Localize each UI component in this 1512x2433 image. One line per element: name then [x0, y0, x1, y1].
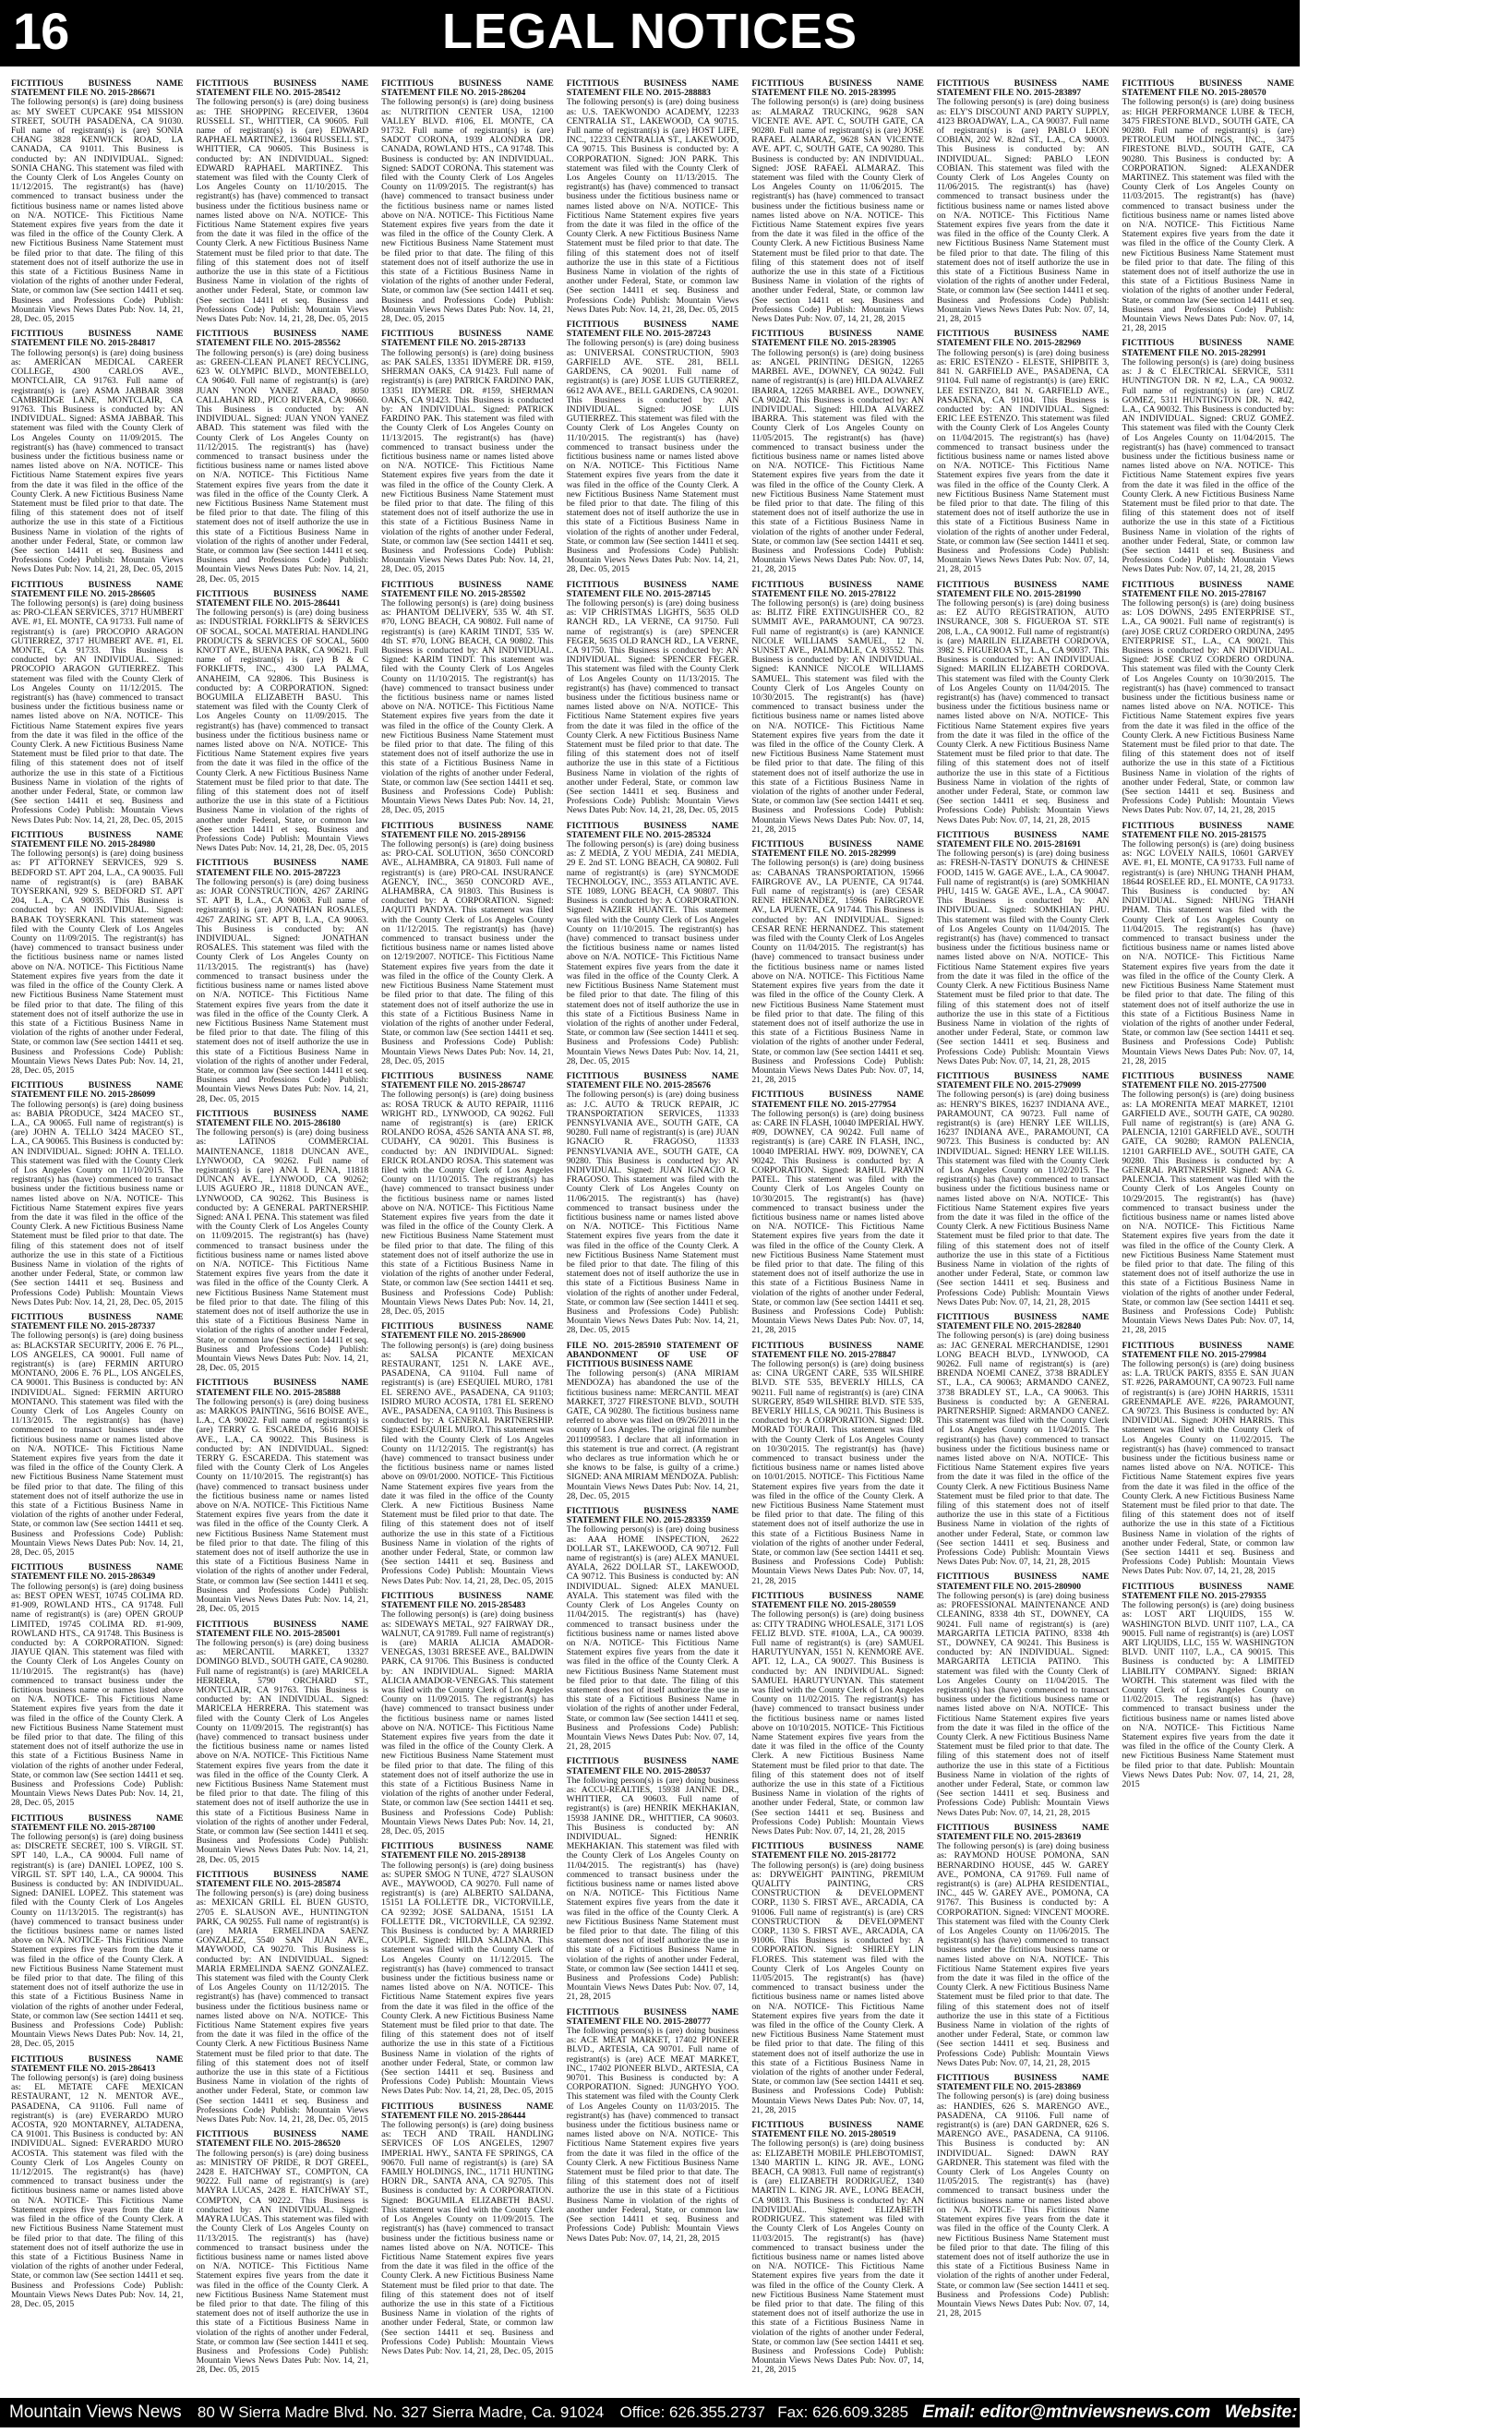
notice-heading: FICTITIOUS BUSINESS NAME STATEMENT FILE NO. 2015-277500 — [1122, 1070, 1295, 1091]
legal-notice — [11, 2055, 184, 2309]
notice-heading: FICTITIOUS BUSINESS NAME STATEMENT FILE NO. 2015-285324 — [566, 820, 739, 840]
legal-notice — [567, 1072, 739, 1336]
notice-heading: FICTITIOUS BUSINESS NAME STATEMENT FILE NO. 2015-287243 — [566, 319, 739, 340]
notice-body: The following person(s) is (are) doing business as: CARE IN FLASH, 10040 IMPERIAL HWY. #09, DOWNEY, CA 90242. Full name of registrant(s) is (are) CARE IN FLASH, INC., 10040 IMPERIAL HWY. #09, DOWNEY, CA 90242. This Business is conducted by: A CORPORATION. Signed: RAHUL PRAVIN PATEL. This statement was filed with the County Clerk of Los Angeles County on 10/30/2015. The registrant(s) has (have) commenced to transact business under the fictitious business name or names listed above on N/A. NOTICE- This Fictitious Name Statement expires five years from the date it was filed in the office of the County Clerk. A new Fictitious Business Name Statement must be filed prior to that date. The filing of this statement does not of itself authorize the use in this state of a Fictitious Business Name in violation of the rights of another under Federal, State, or common law (See section 14411 et seq. Business and Professions Code) Publish: Mountain Views News Dates Pub: Nov. 07, 14, 21, 28, 2015 — [751, 1108, 924, 1336]
legal-notice — [197, 1620, 369, 1865]
notice-body: The following person(s) is (are) doing business as: GREEN-CLEAN PLANET RECYCLING, 623 W. OLYMPIC BLVD., MONTEBELLO, CA 90640. Full name of registrant(s) is (are) JUAN YNON YANEZ ABAD, 8050 CALLAHAN RD., PICO RIVERA, CA 90660. This Business is conducted by: AN INDIVIDUAL. Signed: JUAN YNON YANEZ ABAD. This statement was filed with the County Clerk of Los Angeles County on 11/12/2015. The registrant(s) has (have) commenced to transact business under the fictitious business name or names listed above on N/A. NOTICE- This Fictitious Name Statement expires five years from the date it was filed in the office of the County Clerk. A new Fictitious Business Name Statement must be filed prior to that date. The filing of this statement does not of itself authorize the use in this state of a Fictitious Business Name in violation of the rights of another under Federal, State, or common law (See section 14411 et seq. Business and Professions Code) Publish: Mountain Views News Dates Pub: Nov. 14, 21, 28, Dec. 05, 2015 — [196, 347, 369, 584]
notice-heading: FICTITIOUS BUSINESS NAME STATEMENT FILE NO. 2015-279099 — [936, 1070, 1110, 1091]
notice-heading: FICTITIOUS BUSINESS NAME STATEMENT FILE NO. 2015-280519 — [751, 2120, 924, 2140]
notice-body: The following person(s) is (are) doing business as: RAYMOND HOUSE POMONA, SAN BERNARDINO HOUSE, 445 W. GAREY AVE., POMONA, CA 91769. Full name of registrant(s) is (are) ALPHA RESIDENTIAL, INC., 445 W. GAREY AVE., POMONA, CA 91767. This Business is conducted by: A CORPORATION. Signed: VINCENT MOORE. This statement was filed with the County Clerk of Los Angeles County on 11/06/2015. The registrant(s) has (have) commenced to transact business under the fictitious business name or names listed above on N/A. NOTICE- This Fictitious Name Statement expires five years from the date it was filed in the office of the County Clerk. A new Fictitious Business Name Statement must be filed prior to that date. The filing of this statement does not of itself authorize the use in this state of a Fictitious Business Name in violation of the rights of another under Federal, State, or common law (See section 14411 et seq. Business and Professions Code) Publish: Mountain Views News Dates Pub: Nov. 07, 14, 21, 28, 2015 — [936, 1841, 1110, 2068]
footer-address: 80 W Sierra Madre Blvd. No. 327 Sierra Madre, Ca. 91024 — [197, 2403, 605, 2421]
notice-heading: FICTITIOUS BUSINESS NAME STATEMENT FILE NO. 2015-286520 — [196, 2129, 369, 2150]
notice-heading: FICTITIOUS BUSINESS NAME STATEMENT FILE NO. 2015-278167 — [1122, 579, 1295, 599]
legal-notice — [1122, 822, 1294, 1066]
notice-heading: FICTITIOUS BUSINESS NAME STATEMENT FILE NO. 2015-285412 — [196, 78, 369, 99]
notice-column — [567, 79, 739, 2388]
legal-notice — [197, 590, 369, 854]
notice-body: The following person(s) is (are) doing business as: PRO-CLEAN SERVICES, 3717 HUMBERT AVE. #1, EL MONTE, CA 91733. Full name of registrant(s) is (are) PROCOPIO ARAGON GUTIERREZ, 3717 HUMBERT AVE. #1, EL MONTE, CA 91733. This Business is conducted by: AN INDIVIDUAL. Signed: PROCOPIO ARAGON GUTIERREZ. This statement was filed with the County Clerk of Los Angeles County on 11/12/2015. The registrant(s) has (have) commenced to transact business under the fictitious business name or names listed above on N/A. NOTICE- This Fictitious Name Statement expires five years from the date it was filed in the office of the County Clerk. A new Fictitious Business Name Statement must be filed prior to that date. The filing of this statement does not of itself authorize the use in this state of a Fictitious Business Name in violation of the rights of another under Federal, State, or common law (See section 14411 et seq. Business and Professions Code) Publish: Mountain Views News Dates Pub: Nov. 14, 21, 28, Dec. 05, 2015 — [11, 597, 184, 825]
notice-body: The following person(s) is (are) doing business as: VIP CHRISTMAS LIGHTS, 5635 OLD RANCH RD., LA VERNE, CA 91750. Full name of registrant(s) is (are) SPENCER FEGER, 5635 OLD RANCH RD., LA VERNE, CA 91750. This Business is conducted by: AN INDIVIDUAL. Signed: SPENCER FEGER. This statement was filed with the County Clerk of Los Angeles County on 11/13/2015. The registrant(s) has (have) commenced to transact business under the fictitious business name or names listed above on N/A. NOTICE- This Fictitious Name Statement expires five years from the date it was filed in the office of the County Clerk. A new Fictitious Business Name Statement must be filed prior to that date. The filing of this statement does not of itself authorize the use in this state of a Fictitious Business Name in violation of the rights of another under Federal, State, or common law (See section 14411 et seq. Business and Professions Code) Publish: Mountain Views News Dates Pub: Nov. 14, 21, 28, Dec. 05, 2015 — [566, 597, 739, 816]
notice-column — [1122, 79, 1294, 2388]
notice-heading: FICTITIOUS BUSINESS NAME STATEMENT FILE NO. 2015-287100 — [11, 1813, 184, 1833]
notice-heading: FICTITIOUS BUSINESS NAME STATEMENT FILE NO. 2015-287133 — [381, 329, 554, 349]
notice-body: The following person(s) is (are) doing business as: PT ATTORNEY SERVICES, 929 S. BEDFORD ST. APT 204, L.A., CA 90035. Full name of registrant(s) is (are) BABAK TOYSERKANI, 929 S. BEDFORD ST. APT 204, L.A., CA 90035. This Business is conducted by: AN INDIVIDUAL. Signed: BABAK TOYSERKANI. This statement was filed with the County Clerk of Los Angeles County on 11/09/2015. The registrant(s) has (have) commenced to transact business under the fictitious business name or names listed above on N/A. NOTICE- This Fictitious Name Statement expires five years from the date it was filed in the office of the County Clerk. A new Fictitious Business Name Statement must be filed prior to that date. The filing of this statement does not of itself authorize the use in this state of a Fictitious Business Name in violation of the rights of another under Federal, State, or common law (See section 14411 et seq. Business and Professions Code) Publish: Mountain Views News Dates Pub: Nov. 14, 21, 28, Dec. 05, 2015 — [11, 849, 184, 1076]
legal-notice — [937, 330, 1110, 574]
page-header — [0, 0, 1300, 66]
notice-body: The following person(s) is (are) doing business as: HENRY'S BIKES, 16237 INDIANA AVE., PARAMOUNT, CA 90723. Full name of registrant(s) is (are) HENRY LEE WILLIS, 16237 INDIANA AVE., PARAMOUNT, CA 90723. This Business is conducted by: AN INDIVIDUAL. Signed: HENRY LEE WILLIS. This statement was filed with the County Clerk of Los Angeles County on 11/02/2015. The registrant(s) has (have) commenced to transact business under the fictitious business name or names listed above on N/A. NOTICE- This Fictitious Name Statement expires five years from the date it was filed in the office of the County Clerk. A new Fictitious Business Name Statement must be filed prior to that date. The filing of this statement does not of itself authorize the use in this state of a Fictitious Business Name in violation of the rights of another under Federal, State, or common law (See section 14411 et seq. Business and Professions Code) Publish: Mountain Views News Dates Pub: Nov. 07, 14, 21, 28, 2015 — [936, 1090, 1110, 1307]
legal-notice — [751, 1342, 924, 1586]
notice-column — [751, 79, 924, 2388]
notice-heading: FICTITIOUS BUSINESS NAME STATEMENT FILE NO. 2015-278847 — [751, 1340, 924, 1360]
notice-heading: FICTITIOUS BUSINESS NAME STATEMENT FILE NO. 2015-286099 — [11, 1080, 184, 1101]
legal-notice — [751, 2121, 924, 2375]
legal-notice — [937, 1824, 1110, 2068]
notice-heading: FICTITIOUS BUSINESS NAME STATEMENT FILE NO. 2015-280777 — [566, 2006, 739, 2027]
notice-heading: FICTITIOUS BUSINESS NAME STATEMENT FILE NO. 2015-281990 — [936, 579, 1110, 599]
legal-notice — [937, 581, 1110, 825]
notice-body: The following person(s) is (are) doing business as: MARKOS PAINTING, 5616 BOISE AVE., L.A., CA 90022. Full name of registrant(s) is (are) TERRY G. ESCAREDA, 5616 BOISE AVE., L.A., CA 90022. This Business is conducted by: AN INDIVIDUAL. Signed: TERRY G. ESCAREDA. This statement was filed with the County Clerk of Los Angeles County on 11/10/2015. The registrant(s) has (have) commenced to transact business under the fictitious business name or names listed above on N/A. NOTICE- This Fictitious Name Statement expires five years from the date it was filed in the office of the County Clerk. A new Fictitious Business Name Statement must be filed prior to that date. The filing of this statement does not of itself authorize the use in this state of a Fictitious Business Name in violation of the rights of another under Federal, State, or common law (See section 14411 et seq. Business and Professions Code) Publish: Mountain Views News Dates Pub: Nov. 14, 21, 28, Dec. 05, 2015 — [196, 1396, 369, 1615]
notice-heading: FICTITIOUS BUSINESS NAME STATEMENT FILE NO. 2015-289156 — [381, 820, 554, 840]
notice-body: The following person(s) is (are) doing business as: ANGEL PRINTING DESIGN, 12265 MARBEL AVE., DOWNEY, CA 90242. Full name of registrant(s) is (are) HILDA ALVAREZ IBARRA, 12265 MARBEL AVE., DOWNEY, CA 90242. This Business is conducted by: AN INDIVIDUAL. Signed: HILDA ALVAREZ IBARRA. This statement was filed with the County Clerk of Los Angeles County on 11/05/2015. The registrant(s) has (have) commenced to transact business under the fictitious business name or names listed above on N/A. NOTICE- This Fictitious Name Statement expires five years from the date it was filed in the office of the County Clerk. A new Fictitious Business Name Statement must be filed prior to that date. The filing of this statement does not of itself authorize the use in this state of a Fictitious Business Name in violation of the rights of another under Federal, State, or common law (See section 14411 et seq. Business and Professions Code) Publish: Mountain Views News Dates Pub: Nov. 07, 14, 21, 28, 2015 — [751, 347, 924, 575]
legal-notice — [751, 79, 924, 324]
notice-heading: FICTITIOUS BUSINESS NAME STATEMENT FILE NO. 2015-286444 — [381, 2101, 554, 2121]
notice-body: The following person(s) is (are) doing business as: PAK SALES, 13351 IDYMERE DR. #159, SHERMAN OAKS, CA 91423. Full name of registrant(s) is (are) PATRICK FARDINO PAK, 13351 IDYMERE DR. #159, SHERMAN OAKS, CA 91423. This Business is conducted by: AN INDIVIDUAL. Signed: PATRICK FARDINO PAK. This statement was filed with the County Clerk of Los Angeles County on 11/13/2015. The registrant(s) has (have) commenced to transact business under the fictitious business name or names listed above on N/A. NOTICE- This Fictitious Name Statement expires five years from the date it was filed in the office of the County Clerk. A new Fictitious Business Name Statement must be filed prior to that date. The filing of this statement does not of itself authorize the use in this state of a Fictitious Business Name in violation of the rights of another under Federal, State, or common law (See section 14411 et seq. Business and Professions Code) Publish: Mountain Views News Dates Pub: Nov. 14, 21, 28, Dec. 05, 2015 — [381, 347, 554, 575]
notice-body: The following person(s) is (are) doing business as: ACCU-REALTIES, 15938 JANINE DR., WHITTIER, CA 90603. Full name of registrant(s) is (are) HENRIK MEKHAKIAN, 15938 JANINE DR., WHITTIER, CA 90603. This Business is conducted by: AN INDIVIDUAL. Signed: HENRIK MEKHAKIAN. This statement was filed with the County Clerk of Los Angeles County on 11/04/2015. The registrant(s) has (have) commenced to transact business under the fictitious business name or names listed above on N/A. NOTICE- This Fictitious Name Statement expires five years from the date it was filed in the office of the County Clerk. A new Fictitious Business Name Statement must be filed prior to that date. The filing of this statement does not of itself authorize the use in this state of a Fictitious Business Name in violation of the rights of another under Federal, State, or common law (See section 14411 et seq. Business and Professions Code) Publish: Mountain Views News Dates Pub: Nov. 07, 14, 21, 28, 2015 — [566, 1775, 739, 2003]
legal-notice — [381, 1842, 554, 2096]
legal-notice — [751, 840, 924, 1085]
notice-body: The following person(s) is (are) doing business as: ELY'S DISCOUNT AND PARTY SUPPLY, 4123 BROADWAY, L.A., CA 90037. Full name of registrant(s) is (are) PABLO LEON COBIAN, 202 W. 82nd ST., L.A., CA 90003. This Business is conducted by: AN INDIVIDUAL. Signed: PABLO LEON COBIAN. This statement was filed with the County Clerk of Los Angeles County on 11/06/2015. The registrant(s) has (have) commenced to transact business under the fictitious business name or names listed above on N/A. NOTICE- This Fictitious Name Statement expires five years from the date it was filed in the office of the County Clerk. A new Fictitious Business Name Statement must be filed prior to that date. The filing of this statement does not of itself authorize the use in this state of a Fictitious Business Name in violation of the rights of another under Federal, State, or common law (See section 14411 et seq. Business and Professions Code) Publish: Mountain Views News Dates Pub: Nov. 07, 14, 21, 28, 2015 — [936, 97, 1110, 325]
notice-body: The following person(s) is (are) doing business as: CABANAS TRANSPORTATION, 15966 FAIRGROVE AV., LA PUENTE, CA 91744. Full name of registrant(s) is (are) CESAR RENE HERNANDEZ, 15966 FAIRGROVE AV., LA PUENTE, CA 91744. This Business is conducted by: AN INDIVIDUAL. Signed: CESAR RENE HERNANDEZ. This statement was filed with the County Clerk of Los Angeles County on 11/04/2015. The registrant(s) has (have) commenced to transact business under the fictitious business name or names listed above on N/A. NOTICE- This Fictitious Name Statement expires five years from the date it was filed in the office of the County Clerk. A new Fictitious Business Name Statement must be filed prior to that date. The filing of this statement does not of itself authorize the use in this state of a Fictitious Business Name in violation of the rights of another under Federal, State, or common law (See section 14411 et seq. Business and Professions Code) Publish: Mountain Views News Dates Pub: Nov. 07, 14, 21, 28, 2015 — [751, 858, 924, 1086]
notice-heading: FICTITIOUS BUSINESS NAME STATEMENT FILE NO. 2015-279355 — [1122, 1581, 1295, 1601]
legal-notice — [11, 581, 184, 825]
notice-body: The following person(s) is (are) doing business as: SIDEWAYS METAL, 927 FAIRWAY DR., WALNUT, CA 91789. Full name of registrant(s) is (are) MARIA ALICIA AMADOR-VENEGAS, 13031 BRESEE AVE., BALDWIN PARK, CA 91706. This Business is conducted by: AN INDIVIDUAL. Signed: MARIA ALICIA AMADOR-VENEGAS. This statement was filed with the County Clerk of Los Angeles County on 11/09/2015. The registrant(s) has (have) commenced to transact business under the fictitious business name or names listed above on N/A. NOTICE- This Fictitious Name Statement expires five years from the date it was filed in the office of the County Clerk. A new Fictitious Business Name Statement must be filed prior to that date. The filing of this statement does not of itself authorize the use in this state of a Fictitious Business Name in violation of the rights of another under Federal, State, or common law (See section 14411 et seq. Business and Professions Code) Publish: Mountain Views News Dates Pub: Nov. 14, 21, 28, Dec. 05, 2015 — [381, 1609, 554, 1837]
notice-heading: FICTITIOUS BUSINESS NAME STATEMENT FILE NO. 2015-285483 — [381, 1590, 554, 1611]
notice-heading: FICTITIOUS BUSINESS NAME STATEMENT FILE NO. 2015-282999 — [751, 839, 924, 860]
page-footer — [0, 2398, 1512, 2427]
notice-heading: FICTITIOUS BUSINESS NAME STATEMENT FILE NO. 2015-286441 — [196, 588, 369, 608]
notice-body: The following person(s) is (are) doing business as: AMERICAN MEDICAL CAREER COLLEGE, 4300 CARLOS AVE., MONTCLAIR, CA 91763. Full name of registrant(s) is (are) ASMA JABBAR 3988 CAMBRIDGE LANE, MONTCLAIR, CA 91763. This Business is conducted by: AN INDIVIDUAL. Signed: ASMA JABBAR. This statement was filed with the County Clerk of Los Angeles County on 11/09/2015. The registrant(s) has (have) commenced to transact business under the fictitious business name or names listed above on N/A. NOTICE- This Fictitious Name Statement expires five years from the date it was filed in the office of the County Clerk. A new Fictitious Business Name Statement must be filed prior to that date. The filing of this statement does not of itself authorize the use in this state of a Fictitious Business Name in violation of the rights of another under Federal, State, or common law (See section 14411 et seq. Business and Professions Code) Publish: Mountain Views News Dates Pub: Nov. 14, 21, 28, Dec. 05, 2015 — [11, 347, 184, 575]
notice-body: The following person(s) is (are) doing business as: U.S. TAEKWONDO ACADEMY, 12233 CENTRALIA ST., LAKEWOOD, CA 90715. Full name of registrant(s) is (are) HOST LIFE, INC., 12233 CENTRALIA ST., LAKEWOOD, CA 90715. This Business is conducted by: A CORPORATION. Signed: JON PARK. This statement was filed with the County Clerk of Los Angeles County on 11/13/2015. The registrant(s) has (have) commenced to transact business under the fictitious business name or names listed above on N/A. NOTICE- This Fictitious Name Statement expires five years from the date it was filed in the office of the County Clerk. A new Fictitious Business Name Statement must be filed prior to that date. The filing of this statement does not of itself authorize the use in this state of a Fictitious Business Name in violation of the rights of another under Federal, State, or common law (See section 14411 et seq. Business and Professions Code) Publish: Mountain Views News Dates Pub: Nov. 14, 21, 28, Dec. 05, 2015 — [566, 97, 739, 315]
legal-notice — [937, 2074, 1110, 2319]
notice-heading: FICTITIOUS BUSINESS NAME STATEMENT FILE NO. 2015-289138 — [381, 1841, 554, 1861]
notice-body: The following person(s) is (are) doing business as: ERIC ESTENZO - ELESTE, SHIPBITE 3, 841 N. GARFIELD AVE., PASADENA, CA 91104. Full name of registrant(s) is (are) ERIC LEE ESTENZO, 841 N. GARFIELD AVE., PASADENA, CA 91104. This Business is conducted by: AN INDIVIDUAL. Signed: ERIC LEE ESTENZO. This statement was filed with the County Clerk of Los Angeles County on 11/04/2015. The registrant(s) has (have) commenced to transact business under the fictitious business name or names listed above on N/A. NOTICE- This Fictitious Name Statement expires five years from the date it was filed in the office of the County Clerk. A new Fictitious Business Name Statement must be filed prior to that date. The filing of this statement does not of itself authorize the use in this state of a Fictitious Business Name in violation of the rights of another under Federal, State, or common law (See section 14411 et seq. Business and Professions Code) Publish: Mountain Views News Dates Pub: Nov. 07, 14, 21, 28, 2015 — [936, 347, 1110, 575]
notice-body: The following person(s) is (are) doing business as: MERCANTIL MARKET, 13327 DOMINGO BLVD., SOUTH GATE, CA 90280. Full name of registrant(s) is (are) MARICELA HERRERA, 5790 ORCHARD ST., MONTCLAIR, CA 91763. This Business is conducted by: AN INDIVIDUAL. Signed: MARICELA HERRERA. This statement was filed with the County Clerk of Los Angeles County on 11/09/2015. The registrant(s) has (have) commenced to transact business under the fictitious business name or names listed above on N/A. NOTICE- This Fictitious Name Statement expires five years from the date it was filed in the office of the County Clerk. A new Fictitious Business Name Statement must be filed prior to that date. The filing of this statement does not of itself authorize the use in this state of a Fictitious Business Name in violation of the rights of another under Federal, State, or common law (See section 14411 et seq. Business and Professions Code) Publish: Mountain Views News Dates Pub: Nov. 14, 21, 28, Dec. 05, 2015 — [196, 1637, 369, 1865]
legal-notice — [937, 79, 1110, 324]
legal-notice — [1122, 79, 1294, 333]
notices-columns — [11, 79, 1294, 2388]
notice-heading: FICTITIOUS BUSINESS NAME STATEMENT FILE NO. 2015-288883 — [566, 78, 739, 99]
footer-website: Website: www.mtnviewsnews.com — [1224, 2403, 1512, 2422]
legal-notice — [1122, 339, 1294, 574]
legal-notice — [567, 1342, 739, 1501]
notice-heading: FICTITIOUS BUSINESS NAME STATEMENT FILE NO. 2015-287337 — [11, 1312, 184, 1332]
legal-notice — [381, 1072, 554, 1317]
legal-notice — [381, 330, 554, 574]
notice-body: The following person(s) is (are) doing business as: LOST ART LIQUIDS, 155 W. WASHINGTON BLVD. UNIT 1107, L.A., CA 90015. Full name of registrant(s) is (are) LOST ART LIQUIDS, LLC, 155 W. WASHINGTON BLVD. UNIT 1107, L.A., CA 90015. This Business is conducted by: A LIMITED LIABILITY COMPANY. Signed: BRIAN WORTH. This statement was filed with the County Clerk of Los Angeles County on 11/02/2015. The registrant(s) has (have) commenced to transact business under the fictitious business name or names listed above on N/A. NOTICE- This Fictitious Name Statement expires five years from the date it was filed in the office of the County Clerk. A new Fictitious Business Name Statement must be filed prior to that date. Publish: Mountain Views News Dates Pub: Nov. 07, 14, 21, 28, 2015 — [1122, 1600, 1295, 1789]
notice-body: The following person(s) is (are) doing business as: CITY TRADING WHOLESALE, 3171 LOS FELIZ BLVD. STE. #100A, L.A., CA 90039. Full name of registrant(s) is (are) SAMUEL HARUTYUNYAN, 1551 N. KENMORE AVE. APT. 12, L.A., CA 90027. This Business is conducted by: AN INDIVIDUAL. Signed: SAMUEL HARUTYUNYAN. This statement was filed with the County Clerk of Los Angeles County on 11/02/2015. The registrant(s) has (have) commenced to transact business under the fictitious business name or names listed above on 10/10/2015. NOTICE- This Fictitious Name Statement expires five years from the date it was filed in the office of the County Clerk. A new Fictitious Business Name Statement must be filed prior to that date. The filing of this statement does not of itself authorize the use in this state of a Fictitious Business Name in violation of the rights of another under Federal, State, or common law (See section 14411 et seq. Business and Professions Code) Publish: Mountain Views News Dates Pub: Nov. 07, 14, 21, 28, 2015 — [751, 1609, 924, 1837]
notice-column — [381, 79, 554, 2388]
legal-notice — [197, 859, 369, 1103]
notice-heading: FICTITIOUS BUSINESS NAME STATEMENT FILE NO. 2015-287145 — [566, 579, 739, 599]
legal-notice — [11, 1081, 184, 1307]
notice-heading: FICTITIOUS BUSINESS NAME STATEMENT FILE NO. 2015-285502 — [381, 579, 554, 599]
legal-notice — [567, 822, 739, 1066]
legal-notice — [567, 1757, 739, 2002]
notice-body: The following person(s) is (are) doing business as: PRO-CAL SOLUTION, 3650 CONCORD AVE., ALHAMBRA, CA 91803. Full name of registrant(s) is (are) PRO-CAL INSURANCE AGENCY, INC., 3650 CONCORD AVE., ALHAMBRA, CA 91803. This Business is conducted by: A CORPORATION. Signed: JAQUITI PANDYA. This statement was filed with the County Clerk of Los Angeles County on 11/12/2015. The registrant(s) has (have) commenced to transact business under the fictitious business name or names listed above on 12/19/2007. NOTICE- This Fictitious Name Statement expires five years from the date it was filed in the office of the County Clerk. A new Fictitious Business Name Statement must be filed prior to that date. The filing of this statement does not of itself authorize the use in this state of a Fictitious Business Name in violation of the rights of another under Federal, State, or common law (See section 14411 et seq. Business and Professions Code) Publish: Mountain Views News Dates Pub: Nov. 14, 21, 28, Dec. 05, 2015 — [381, 839, 554, 1066]
notice-heading: FICTITIOUS BUSINESS NAME STATEMENT FILE NO. 2015-285562 — [196, 329, 369, 349]
legal-notice — [197, 330, 369, 584]
notice-body: The following person(s) is (are) doing business as: EZ AUTO REGISTRATION, AUTO INSURANCE, 308 S. FIGUEROA ST. STE 208, L.A., CA 90012. Full name of registrant(s) is (are) MARILIN ELIZABETH CORDOVA, 3982 S. FIGUEROA ST., L.A., CA 90037. This Business is conducted by: AN INDIVIDUAL. Signed: MARILIN ELIZABETH CORDOVA. This statement was filed with the County Clerk of Los Angeles County on 11/04/2015. The registrant(s) has (have) commenced to transact business under the fictitious business name or names listed above on N/A. NOTICE- This Fictitious Name Statement expires five years from the date it was filed in the office of the County Clerk. A new Fictitious Business Name Statement must be filed prior to that date. The filing of this statement does not of itself authorize the use in this state of a Fictitious Business Name in violation of the rights of another under Federal, State, or common law (See section 14411 et seq. Business and Professions Code) Publish: Mountain Views News Dates Pub: Nov. 07, 14, 21, 28, 2015 — [936, 597, 1110, 825]
legal-notice — [751, 1592, 924, 1837]
notice-column — [11, 79, 184, 2388]
notice-body: The following person(s) is (are) doing business as: LOS DOWNS, 2495 ENTERPRISE ST., L.A., CA 90021. Full name of registrant(s) is (are) JOSE CRUZ CORDERO ORDUNA, 2495 ENTERPRISE ST., L.A., CA 90021. This Business is conducted by: AN INDIVIDUAL. Signed: JOSE CRUZ CORDERO ORDUNA. This statement was filed with the County Clerk of Los Angeles County on 10/30/2015. The registrant(s) has (have) commenced to transact business under the fictitious business name or names listed above on N/A. NOTICE- This Fictitious Name Statement expires five years from the date it was filed in the office of the County Clerk. A new Fictitious Business Name Statement must be filed prior to that date. The filing of this statement does not of itself authorize the use in this state of a Fictitious Business Name in violation of the rights of another under Federal, State, or common law (See section 14411 et seq. Business and Professions Code) Publish: Mountain Views News Dates Pub: Nov. 07, 14, 21, 28, 2015 — [1122, 597, 1295, 816]
legal-notice — [567, 320, 739, 574]
notice-heading: FICTITIOUS BUSINESS NAME STATEMENT FILE NO. 2015-285001 — [196, 1619, 369, 1639]
legal-notice — [567, 2008, 739, 2244]
notice-heading: FICTITIOUS BUSINESS NAME STATEMENT FILE NO. 2015-283869 — [936, 2073, 1110, 2093]
legal-notice — [11, 831, 184, 1076]
notice-body: The following person(s) is (are) doing business as: BABIA PRODUCE, 3424 MACEO ST., L.A., CA 90065. Full name of registrant(s) is (are) JOHN A. TELLO 3424 MACEO ST., L.A., CA 90065. This Business is conducted by: AN INDIVIDUAL. Signed: JOHN A. TELLO. This statement was filed with the County Clerk of Los Angeles County on 11/10/2015. The registrant(s) has (have) commenced to transact business under the fictitious business name or names listed above on N/A. NOTICE- This Fictitious Name Statement expires five years from the date it was filed in the office of the County Clerk. A new Fictitious Business Name Statement must be filed prior to that date. The filing of this statement does not of itself authorize the use in this state of a Fictitious Business Name in violation of the rights of another under Federal, State, or common law (See section 14411 et seq. Business and Professions Code) Publish: Mountain Views News Dates Pub: Nov. 14, 21, 28, Dec. 05, 2015 — [11, 1099, 184, 1307]
notice-body: The following person(s) is (are) doing business as: MEXICAN GRILL EL BUEN GUSTO, 2705 E. SLAUSON AVE., HUNTINGTON PARK, CA 90255. Full name of registrant(s) is (are) MARIA ERMELINDA SAENZ GONZALEZ, 5540 SAN JUAN AVE., MAYWOOD, CA 90270. This Business is conducted by: AN INDIVIDUAL. Signed: MARIA ERMELINDA SAENZ GONZALEZ. This statement was filed with the County Clerk of Los Angeles County on 11/12/2015. The registrant(s) has (have) commenced to transact business under the fictitious business name or names listed above on N/A. NOTICE- This Fictitious Name Statement expires five years from the date it was filed in the office of the County Clerk. A new Fictitious Business Name Statement must be filed prior to that date. The filing of this statement does not of itself authorize the use in this state of a Fictitious Business Name in violation of the rights of another under Federal, State, or common law (See section 14411 et seq. Business and Professions Code) Publish: Mountain Views News Dates Pub: Nov. 14, 21, 28, Dec. 05, 2015 — [196, 1888, 369, 2126]
notice-heading: FICTITIOUS BUSINESS NAME STATEMENT FILE NO. 2015-283359 — [566, 1506, 739, 1526]
notice-body: The following person(s) is (are) doing business as: HIGH PERFORMANCE LUBE & TECH, 3475 FIRESTONE BLVD., SOUTH GATE, CA 90280. Full name of registrant(s) is (are) PETROLEUM HOLDINGS, INC., 3475 FIRESTONE BLVD., SOUTH GATE, CA 90280. This Business is conducted by: A CORPORATION. Signed: ALEXANDER MARTINEZ. This statement was filed with the County Clerk of Los Angeles County on 11/03/2015. The registrant(s) has (have) commenced to transact business under the fictitious business name or names listed above on N/A. NOTICE- This Fictitious Name Statement expires five years from the date it was filed in the office of the County Clerk. A new Fictitious Business Name Statement must be filed prior to that date. The filing of this statement does not of itself authorize the use in this state of a Fictitious Business Name in violation of the rights of another under Federal, State, or common law (See section 14411 et seq. Business and Professions Code) Publish: Mountain Views News Dates Pub: Nov. 07, 14, 21, 28, 2015 — [1122, 97, 1295, 334]
notice-body: The following person(s) is (are) doing business as: JOAR CONSTRUCTION, 4267 ZARING ST. APT B, L.A., CA 90063. Full name of registrant(s) is (are) JONATHAN ROSALES, 4267 ZARING ST. APT B, L.A., CA 90063. This Business is conducted by: AN INDIVIDUAL. Signed: JONATHAN ROSALES. This statement was filed with the County Clerk of Los Angeles County on 11/13/2015. The registrant(s) has (have) commenced to transact business under the fictitious business name or names listed above on N/A. NOTICE- This Fictitious Name Statement expires five years from the date it was filed in the office of the County Clerk. A new Fictitious Business Name Statement must be filed prior to that date. The filing of this statement does not of itself authorize the use in this state of a Fictitious Business Name in violation of the rights of another under Federal, State, or common law (See section 14411 et seq. Business and Professions Code) Publish: Mountain Views News Dates Pub: Nov. 14, 21, 28, Dec. 05, 2015 — [196, 876, 369, 1104]
notice-heading: FICTITIOUS BUSINESS NAME STATEMENT FILE NO. 2015-278122 — [751, 579, 924, 599]
notice-column — [937, 79, 1110, 2388]
legal-notice — [197, 79, 369, 324]
notice-body: The following person(s) is (are) doing business as: J.C. AUTO & TRUCK REPAIR, JC TRANSPORTATION SERVICES, 11333 PENNSYLVANIA AVE., SOUTH GATE, CA 90280. Full name of registrant(s) is (are) JUAN IGNACIO R. FRAGOSO, 11333 PENNSYLVANIA AVE., SOUTH GATE, CA 90280. This Business is conducted by: AN INDIVIDUAL. Signed: JUAN IGNACIO R. FRAGOSO. This statement was filed with the County Clerk of Los Angeles County on 11/06/2015. The registrant(s) has (have) commenced to transact business under the fictitious business name or names listed above on N/A. NOTICE- This Fictitious Name Statement expires five years from the date it was filed in the office of the County Clerk. A new Fictitious Business Name Statement must be filed prior to that date. The filing of this statement does not of itself authorize the use in this state of a Fictitious Business Name in violation of the rights of another under Federal, State, or common law (See section 14411 et seq. Business and Professions Code) Publish: Mountain Views News Dates Pub: Nov. 14, 21, 28, Dec. 05, 2015 — [566, 1090, 739, 1336]
legal-notice — [11, 330, 184, 574]
notice-body: The following person(s) is (are) doing business as: ROSA TRUCK & AUTO REPAIR, 11116 WRIGHT RD., LYNWOOD, CA 90262. Full name of registrant(s) is (are) ERICK ROLANDO ROSA, 4526 SANTA ANA ST. #8, CUDAHY, CA 90201. This Business is conducted by: AN INDIVIDUAL. Signed: ERICK ROLANDO ROSA. This statement was filed with the County Clerk of Los Angeles County on 11/10/2015. The registrant(s) has (have) commenced to transact business under the fictitious business name or names listed above on N/A. NOTICE- This Fictitious Name Statement expires five years from the date it was filed in the office of the County Clerk. A new Fictitious Business Name Statement must be filed prior to that date. The filing of this statement does not of itself authorize the use in this state of a Fictitious Business Name in violation of the rights of another under Federal, State, or common law (See section 14411 et seq. Business and Professions Code) Publish: Mountain Views News Dates Pub: Nov. 14, 21, 28, Dec. 05, 2015 — [381, 1090, 554, 1317]
legal-notice — [751, 330, 924, 574]
notice-heading: FICTITIOUS BUSINESS NAME STATEMENT FILE NO. 2015-283897 — [936, 78, 1110, 99]
notice-heading: FICTITIOUS BUSINESS NAME STATEMENT FILE NO. 2015-280900 — [936, 1572, 1110, 1592]
notice-heading: FICTITIOUS BUSINESS NAME STATEMENT FILE NO. 2015-283995 — [751, 78, 924, 99]
legal-notice — [381, 79, 554, 324]
legal-notice — [1122, 1342, 1294, 1577]
legal-notice — [1122, 581, 1294, 816]
notice-body: The following person(s) is (are) doing business as: FRESH-N-TASTY DONUTS & CHINESE FOOD, 1415 W. GAGE AVE., L.A., CA 90047. Full name of registrant(s) is (are) SOMKHIAN PHU, 1415 W. GAGE AVE., L.A., CA 90047. This Business is conducted by: AN INDIVIDUAL. Signed: SOMKHIAN PHU. This statement was filed with the County Clerk of Los Angeles County on 11/04/2015. The registrant(s) has (have) commenced to transact business under the fictitious business name or names listed above on N/A. NOTICE- This Fictitious Name Statement expires five years from the date it was filed in the office of the County Clerk. A new Fictitious Business Name Statement must be filed prior to that date. The filing of this statement does not of itself authorize the use in this state of a Fictitious Business Name in violation of the rights of another under Federal, State, or common law (See section 14411 et seq. Business and Professions Code) Publish: Mountain Views News Dates Pub: Nov. 07, 14, 21, 28, 2015 — [936, 849, 1110, 1066]
notice-body: The following person(s) is (are) doing business as: ALMARAZ TRUCKING, 9628 SAN VICENTE AVE. APT. C, SOUTH GATE, CA 90280. Full name of registrant(s) is (are) JOSE RAFAEL ALMARAZ, 9628 SAN VICENTE AVE. APT. C, SOUTH GATE, CA 90280. This Business is conducted by: AN INDIVIDUAL. Signed: JOSE RAFAEL ALMARAZ. This statement was filed with the County Clerk of Los Angeles County on 11/06/2015. The registrant(s) has (have) commenced to transact business under the fictitious business name or names listed above on N/A. NOTICE- This Fictitious Name Statement expires five years from the date it was filed in the office of the County Clerk. A new Fictitious Business Name Statement must be filed prior to that date. The filing of this statement does not of itself authorize the use in this state of a Fictitious Business Name in violation of the rights of another under Federal, State, or common law (See section 14411 et seq. Business and Professions Code) Publish: Mountain Views News Dates Pub: Nov. 07, 14, 21, 28, 2015 — [751, 97, 924, 325]
notice-heading: FICTITIOUS BUSINESS NAME STATEMENT FILE NO. 2015-279984 — [1122, 1340, 1295, 1360]
legal-notice — [381, 822, 554, 1066]
notice-body: The following person(s) is (are) doing business as: BLACKSTAR SECURITY, 2006 E. 76 PL., LOS ANGELES, CA 90001. Full name of registrant(s) is (are) FERMIN ARTURO MONTANO, 2006 E. 76 PL., LOS ANGELES, CA 90001. This Business is conducted by: AN INDIVIDUAL. Signed: FERMIN ARTURO MONTANO. This statement was filed with the County Clerk of Los Angeles County on 11/13/2015. The registrant(s) has (have) commenced to transact business under the fictitious business name or names listed above on N/A. NOTICE- This Fictitious Name Statement expires five years from the date it was filed in the office of the County Clerk. A new Fictitious Business Name Statement must be filed prior to that date. The filing of this statement does not of itself authorize the use in this state of a Fictitious Business Name in violation of the rights of another under Federal, State, or common law (See section 14411 et seq. Business and Professions Code) Publish: Mountain Views News Dates Pub: Nov. 14, 21, 28, Dec. 05, 2015 — [11, 1331, 184, 1559]
notice-heading: FICTITIOUS BUSINESS NAME STATEMENT FILE NO. 2015-285676 — [566, 1070, 739, 1091]
notice-body: The following person(s) is (are) doing business as: MY SWEET CUPCAKE 954 MISSION STREET, SOUTH PASADENA, CA 91030. Full name of registrant(s) is (are) SONIA CHANG 3828 KENWICK ROAD, LA CANADA, CA 91011. This Business is conducted by: AN INDIVIDUAL. Signed: SONIA CHANG. This statement was filed with the County Clerk of Los Angeles County on 11/12/2015. The registrant(s) has (have) commenced to transact business under the fictitious business name or names listed above on N/A. NOTICE- This Fictitious Name Statement expires five years from the date it was filed in the office of the County Clerk. A new Fictitious Business Name Statement must be filed prior to that date. The filing of this statement does not of itself authorize the use in this state of a Fictitious Business Name in violation of the rights of another under Federal, State, or common law (See section 14411 et seq. Business and Professions Code) Publish: Mountain Views News Dates Pub: Nov. 14, 21, 28, Dec. 05, 2015 — [11, 97, 184, 325]
notice-body: The following person(s) is (are) doing business as: MINISTRY OF PRIDE, R DOT GREEL, 2428 E. HATCHWAY ST., COMPTON, CA 90222. Full name of registrant(s) is (are) MAYRA LUCAS, 2428 E. HATCHWAY ST., COMPTON, CA 90222. This Business is conducted by: AN INDIVIDUAL. Signed: MAYRA LUCAS. This statement was filed with the County Clerk of Los Angeles County on 11/13/2015. The registrant(s) has (have) commenced to transact business under the fictitious business name or names listed above on N/A. NOTICE- This Fictitious Name Statement expires five years from the date it was filed in the office of the County Clerk. A new Fictitious Business Name Statement must be filed prior to that date. The filing of this statement does not of itself authorize the use in this state of a Fictitious Business Name in violation of the rights of another under Federal, State, or common law (See section 14411 et seq. Business and Professions Code) Publish: Mountain Views News Dates Pub: Nov. 14, 21, 28, Dec. 05, 2015 — [196, 2148, 369, 2376]
notice-heading: FICTITIOUS BUSINESS NAME STATEMENT FILE NO. 2015-282840 — [936, 1312, 1110, 1332]
legal-notice — [751, 1090, 924, 1335]
legal-notice — [937, 831, 1110, 1066]
legal-notice — [381, 1592, 554, 1837]
notice-heading: FICTITIOUS BUSINESS NAME STATEMENT FILE NO. 2015-280570 — [1122, 78, 1295, 99]
section-title: LEGAL NOTICES — [441, 4, 858, 59]
legal-notice — [197, 1871, 369, 2125]
legal-notice — [937, 1572, 1110, 1817]
notice-heading: FICTITIOUS BUSINESS NAME STATEMENT FILE NO. 2015-286413 — [11, 2054, 184, 2074]
legal-notice — [197, 1379, 369, 1614]
notice-heading: FICTITIOUS BUSINESS NAME STATEMENT FILE NO. 2015-286671 — [11, 78, 184, 99]
notice-body: The following person(s) is (are) doing business as: TECH AND TRAIL HANDLING SERVICES OF LOS ANGELES, 12907 IMPERIAL HWY., SANTA FE SPRINGS, CA 90670. Full name of registrant(s) is (are) SA FAMILY HOLDINGS, INC., 11711 HUNTING HORN DR., SANTA ANA, CA 92705. This Business is conducted by: A CORPORATION. Signed: BOGUMILA ELIZABETH BASU. This statement was filed with the County Clerk of Los Angeles County on 11/09/2015. The registrant(s) has (have) commenced to transact business under the fictitious business name or names listed above on N/A. NOTICE- This Fictitious Name Statement expires five years from the date it was filed in the office of the County Clerk. A new Fictitious Business Name Statement must be filed prior to that date. The filing of this statement does not of itself authorize the use in this state of a Fictitious Business Name in violation of the rights of another under Federal, State, or common law (See section 14411 et seq. Business and Professions Code) Publish: Mountain Views News Dates Pub: Nov. 14, 21, 28, Dec. 05, 2015 — [381, 2120, 554, 2356]
notice-body: The following person(s) is (are) doing business as: J & C ELECTRICAL SERVICE, 5311 HUNTINGTON DR. N #2, L.A., CA 90032. Full name of registrant(s) is (are) CRUZ GOMEZ, 5311 HUNTINGTON DR. N. #42, L.A., CA 90032. This Business is conducted by: AN INDIVIDUAL. Signed: CRUZ GOMEZ. This statement was filed with the County Clerk of Los Angeles County on 11/04/2015. The registrant(s) has (have) commenced to transact business under the fictitious business name or names listed above on N/A. NOTICE- This Fictitious Name Statement expires five years from the date it was filed in the office of the County Clerk. A new Fictitious Business Name Statement must be filed prior to that date. The filing of this statement does not of itself authorize the use in this state of a Fictitious Business Name in violation of the rights of another under Federal, State, or common law (See section 14411 et seq. Business and Professions Code) Publish: Mountain Views News Dates Pub: Nov. 07, 14, 21, 28, 2015 — [1122, 356, 1295, 575]
notice-body: The following person(s) is (are) doing business as: SALSA PICANTE MEXICAN RESTAURANT, 1251 N. LAKE AVE., PASADENA, CA 91104. Full name of registrant(s) is (are) ESEQUIEL MURO, 1781 EL SERENO AVE., PASADENA, CA 91103; ISIDRO MURO ACOSTA, 1781 EL SERENO AVE., PASADENA, CA 91103. This Business is conducted by: A GENERAL PARTNERSHIP. Signed: ESEQUIEL MURO. This statement was filed with the County Clerk of Los Angeles County on 11/12/2015. The registrant(s) has (have) commenced to transact business under the fictitious business name or names listed above on 09/01/2000. NOTICE- This Fictitious Name Statement expires five years from the date it was filed in the office of the County Clerk. A new Fictitious Business Name Statement must be filed prior to that date. The filing of this statement does not of itself authorize the use in this state of a Fictitious Business Name in violation of the rights of another under Federal, State, or common law (See section 14411 et seq. Business and Professions Code) Publish: Mountain Views News Dates Pub: Nov. 14, 21, 28, Dec. 05, 2015 — [381, 1340, 554, 1586]
notice-heading: FICTITIOUS BUSINESS NAME STATEMENT FILE NO. 2015-280537 — [566, 1756, 739, 1777]
notice-heading: FICTITIOUS BUSINESS NAME STATEMENT FILE NO. 2015-286180 — [196, 1108, 369, 1128]
notice-body: The following person(s) is (are) doing business as: NGC LOVELY NAILS, 10601 GARVEY AVE. #1, EL MONTE, CA 91733. Full name of registrant(s) is (are) NHUNG THANH PHAM, 18644 ROSELEE RD., EL MONTE, CA 91733. This Business is conducted by: AN INDIVIDUAL. Signed: NHUNG THANH PHAM. This statement was filed with the County Clerk of Los Angeles County on 11/04/2015. The registrant(s) has (have) commenced to transact business under the fictitious business name or names listed above on N/A. NOTICE- This Fictitious Name Statement expires five years from the date it was filed in the office of the County Clerk. A new Fictitious Business Name Statement must be filed prior to that date. The filing of this statement does not of itself authorize the use in this state of a Fictitious Business Name in violation of the rights of another under Federal, State, or common law (See section 14411 et seq. Business and Professions Code) Publish: Mountain Views News Dates Pub: Nov. 07, 14, 21, 28, 2015 — [1122, 839, 1295, 1066]
legal-notice — [197, 2130, 369, 2375]
page-number: 16 — [13, 2, 69, 60]
notice-body: The following person(s) is (are) doing business as: THE SHOPPING RECEIVER, 13604 RUSSELL ST., WHITTIER, CA 90605. Full name of registrant(s) is (are) EDWARD RAPHAEL MARTINEZ, 13604 RUSSELL ST., WHITTIER, CA 90605. This Business is conducted by: AN INDIVIDUAL. Signed: EDWARD RAPHAEL MARTINEZ. This statement was filed with the County Clerk of Los Angeles County on 11/10/2015. The registrant(s) has (have) commenced to transact business under the fictitious business name or names listed above on N/A. NOTICE- This Fictitious Name Statement expires five years from the date it was filed in the office of the County Clerk. A new Fictitious Business Name Statement must be filed prior to that date. The filing of this statement does not of itself authorize the use in this state of a Fictitious Business Name in violation of the rights of another under Federal, State, or common law (See section 14411 et seq. Business and Professions Code) Publish: Mountain Views News Dates Pub: Nov. 14, 21, 28, Dec. 05, 2015 — [196, 97, 369, 325]
notice-body: The following person(s) is (are) doing business as: HANDIES, 626 S. MARENGO AVE., PASADENA, CA 91106. Full name of registrant(s) is (are) DAN GARDNER, 626 S. MARENGO AVE., PASADENA, CA 91106. This Business is conducted by: AN INDIVIDUAL. Signed: DAWN RAY GARDNER. This statement was filed with the County Clerk of Los Angeles County on 11/05/2015. The registrant(s) has (have) commenced to transact business under the fictitious business name or names listed above on N/A. NOTICE- This Fictitious Name Statement expires five years from the date it was filed in the office of the County Clerk. A new Fictitious Business Name Statement must be filed prior to that date. The filing of this statement does not of itself authorize the use in this state of a Fictitious Business Name in violation of the rights of another under Federal, State, or common law (See section 14411 et seq. Business and Professions Code) Publish: Mountain Views News Dates Pub: Nov. 07, 14, 21, 28, 2015 — [936, 2091, 1110, 2319]
notice-body: The following person(s) is (are) doing business as: DRYWEIGHT PAINTING, PREMIUM QUALITY PAINTING, CRS CONSTRUCTION & DEVELOPMENT CORP., 1130 S. FIRST AVE., ARCADIA, CA 91006. Full name of registrant(s) is (are) CRS CONSTRUCTION & DEVELOPMENT CORP., 1130 S. FIRST AVE., ARCADIA, CA 91006. This Business is conducted by: A CORPORATION. Signed: SHIRLEY LIN FLORES. This statement was filed with the County Clerk of Los Angeles County on 11/05/2015. The registrant(s) has (have) commenced to transact business under the fictitious business name or names listed above on N/A. NOTICE- This Fictitious Name Statement expires five years from the date it was filed in the office of the County Clerk. A new Fictitious Business Name Statement must be filed prior to that date. The filing of this statement does not of itself authorize the use in this state of a Fictitious Business Name in violation of the rights of another under Federal, State, or common law (See section 14411 et seq. Business and Professions Code) Publish: Mountain Views News Dates Pub: Nov. 07, 14, 21, 28, 2015 — [751, 1860, 924, 2115]
notice-heading: FICTITIOUS BUSINESS NAME STATEMENT FILE NO. 2015-284980 — [11, 829, 184, 850]
notice-body: The following person(s) is (are) doing business as: INDUSTRIAL FORKLIFTS & SERVICES OF SOCAL, SOCAL MATERIAL HANDLING PRODUCTS & SERVICES OF SOCAL, 5600 KNOTT AVE., BUENA PARK, CA 90621. Full name of registrant(s) is (are) B & C FORKLIFTS, INC., 4300 LA PALMA, ANAHEIM, CA 92806. This Business is conducted by: A CORPORATION. Signed: BOGUMILA ELIZABETH BASU. This statement was filed with the County Clerk of Los Angeles County on 11/09/2015. The registrant(s) has (have) commenced to transact business under the fictitious business name or names listed above on N/A. NOTICE- This Fictitious Name Statement expires five years from the date it was filed in the office of the County Clerk. A new Fictitious Business Name Statement must be filed prior to that date. The filing of this statement does not of itself authorize the use in this state of a Fictitious Business Name in violation of the rights of another under Federal, State, or common law (See section 14411 et seq. Business and Professions Code) Publish: Mountain Views News Dates Pub: Nov. 14, 21, 28, Dec. 05, 2015 — [196, 608, 369, 854]
notice-body: The following person(s) is (are) doing business as: BLITZ FIRE EXTINGUISHER CO., 82 SUMMIT AVE., PARAMOUNT, CA 90723. Full name of registrant(s) is (are) KANNICE NICOLE WILLIAMS SAMUEL, 12 N. SUNSET AVE., PALMDALE, CA 93552. This Business is conducted by: AN INDIVIDUAL. Signed: KANNICE NICOLE WILLIAMS SAMUEL. This statement was filed with the County Clerk of Los Angeles County on 10/30/2015. The registrant(s) has (have) commenced to transact business under the fictitious business name or names listed above on N/A. NOTICE- This Fictitious Name Statement expires five years from the date it was filed in the office of the County Clerk. A new Fictitious Business Name Statement must be filed prior to that date. The filing of this statement does not of itself authorize the use in this state of a Fictitious Business Name in violation of the rights of another under Federal, State, or common law (See section 14411 et seq. Business and Professions Code) Publish: Mountain Views News Dates Pub: Nov. 07, 14, 21, 28, 2015 — [751, 597, 924, 835]
notice-body: The following person(s) is (are) doing business as: PROFESSIONAL MAINTENANCE AND CLEANING, 8338 4th ST., DOWNEY, CA 90241. Full name of registrant(s) is (are) MARGARITA LETICIA PATINO, 8338 4th ST., DOWNEY, CA 90241. This Business is conducted by: AN INDIVIDUAL. Signed: MARGARITA LETICIA PATINO. This statement was filed with the County Clerk of Los Angeles County on 11/04/2015. The registrant(s) has (have) commenced to transact business under the fictitious business name or names listed above on N/A. NOTICE- This Fictitious Name Statement expires five years from the date it was filed in the office of the County Clerk. A new Fictitious Business Name Statement must be filed prior to that date. The filing of this statement does not of itself authorize the use in this state of a Fictitious Business Name in violation of the rights of another under Federal, State, or common law (See section 14411 et seq. Business and Professions Code) Publish: Mountain Views News Dates Pub: Nov. 07, 14, 21, 28, 2015 — [936, 1590, 1110, 1818]
notice-heading: FICTITIOUS BUSINESS NAME STATEMENT FILE NO. 2015-282969 — [936, 329, 1110, 349]
notice-heading: FICTITIOUS BUSINESS NAME STATEMENT FILE NO. 2015-281772 — [751, 1841, 924, 1861]
notice-body: The following person(s) is (are) doing business as: ELIZABETH MOBILE PHLEBOTOMIST, 1340 MARTIN L. KING JR. AVE., LONG BEACH, CA 90813. Full name of registrant(s) is (are) ELIZABETH RODRIGUEZ, 1340 MARTIN L. KING JR. AVE., LONG BEACH, CA 90813. This Business is conducted by: AN INDIVIDUAL. Signed: ELIZABETH RODRIGUEZ. This statement was filed with the County Clerk of Los Angeles County on 11/03/2015. The registrant(s) has (have) commenced to transact business under the fictitious business name or names listed above on N/A. NOTICE- This Fictitious Name Statement expires five years from the date it was filed in the office of the County Clerk. A new Fictitious Business Name Statement must be filed prior to that date. The filing of this statement does not of itself authorize the use in this state of a Fictitious Business Name in violation of the rights of another under Federal, State, or common law (See section 14411 et seq. Business and Professions Code) Publish: Mountain Views News Dates Pub: Nov. 07, 14, 21, 28, 2015 — [751, 2138, 924, 2376]
notice-heading: FICTITIOUS BUSINESS NAME STATEMENT FILE NO. 2015-277954 — [751, 1090, 924, 1110]
legal-notice — [1122, 1072, 1294, 1336]
notice-heading: FICTITIOUS BUSINESS NAME STATEMENT FILE NO. 2015-286605 — [11, 579, 184, 599]
notice-body: The following person(s) is (are) doing business as: AAA HOME INSPECTION, 2622 DOLLAR ST., LAKEWOOD, CA 90712. Full name of registrant(s) is (are) ALEX MANUEL AYALA, 2622 DOLLAR ST., LAKEWOOD, CA 90712. This Business is conducted by: AN INDIVIDUAL. Signed: ALEX MANUEL AYALA. This statement was filed with the County Clerk of Los Angeles County on 11/04/2015. The registrant(s) has (have) commenced to transact business under the fictitious business name or names listed above on N/A. NOTICE- This Fictitious Name Statement expires five years from the date it was filed in the office of the County Clerk. A new Fictitious Business Name Statement must be filed prior to that date. The filing of this statement does not of itself authorize the use in this state of a Fictitious Business Name in violation of the rights of another under Federal, State, or common law (See section 14411 et seq. Business and Professions Code) Publish: Mountain Views News Dates Pub: Nov. 07, 14, 21, 28, 2015 — [566, 1524, 739, 1752]
notice-heading: FICTITIOUS BUSINESS NAME STATEMENT FILE NO. 2015-280559 — [751, 1590, 924, 1611]
notice-body: The following person(s) is (are) doing business as: Z MEDIA, Z YOU MEDIA, Z41 MEDIA, 29 E. 2nd ST. LONG BEACH, CA 90802. Full name of registrant(s) is (are) SYNCMODE TECHNOLOGY, INC., 3553 ATLANTIC AVE. STE 1089, LONG BEACH, CA 90807. This Business is conducted by: A CORPORATION. Signed: NAZIER HUANTE. This statement was filed with the County Clerk of Los Angeles County on 11/10/2015. The registrant(s) has (have) commenced to transact business under the fictitious business name or names listed above on N/A. NOTICE- This Fictitious Name Statement expires five years from the date it was filed in the office of the County Clerk. A new Fictitious Business Name Statement must be filed prior to that date. The filing of this statement does not of itself authorize the use in this state of a Fictitious Business Name in violation of the rights of another under Federal, State, or common law (See section 14411 et seq. Business and Professions Code) Publish: Mountain Views News Dates Pub: Nov. 14, 21, 28, Dec. 05, 2015 — [566, 839, 739, 1066]
legal-notice — [11, 79, 184, 324]
notice-body: The following person(s) is (are) doing business as: UNIVERSAL CONSTRUCTION, 5903 GARFIELD AVE. STE. 281, BELL GARDENS, CA 90201. Full name of registrant(s) is (are) JOSE LUIS GUTIERREZ, 6612 AVA AVE., BELL GARDENS, CA 90201. This Business is conducted by: AN INDIVIDUAL. Signed: JOSE LUIS GUTIERREZ. This statement was filed with the County Clerk of Los Angeles County on 11/10/2015. The registrant(s) has (have) commenced to transact business under the fictitious business name or names listed above on N/A. NOTICE- This Fictitious Name Statement expires five years from the date it was filed in the office of the County Clerk. A new Fictitious Business Name Statement must be filed prior to that date. The filing of this statement does not of itself authorize the use in this state of a Fictitious Business Name in violation of the rights of another under Federal, State, or common law (See section 14411 et seq. Business and Professions Code) Publish: Mountain Views News Dates Pub: Nov. 14, 21, 28, Dec. 05, 2015 — [566, 338, 739, 575]
notice-heading: FICTITIOUS BUSINESS NAME STATEMENT FILE NO. 2015-281575 — [1122, 820, 1295, 840]
notice-heading: FICTITIOUS BUSINESS NAME STATEMENT FILE NO. 2015-286349 — [11, 1562, 184, 1583]
notice-heading: FICTITIOUS BUSINESS NAME STATEMENT FILE NO. 2015-283905 — [751, 329, 924, 349]
notice-heading: FILE NO. 2015-285910 STATEMENT OF ABANDONMENT OF USE OF FICTITIOUS BUSINESS NAME — [566, 1340, 739, 1370]
notice-body: The following person(s) is (are) doing business as: ACE MEAT MARKET, 17402 PIONEER BLVD., ARTESIA, CA 90701. Full name of registrant(s) is (are) ACE MEAT MARKET, INC., 17402 PIONEER BLVD., ARTESIA, CA 90701. This Business is conducted by: A CORPORATION. Signed: JUNGHYO YOO. This statement was filed with the County Clerk of Los Angeles County on 11/03/2015. The registrant(s) has (have) commenced to transact business under the fictitious business name or names listed above on N/A. NOTICE- This Fictitious Name Statement expires five years from the date it was filed in the office of the County Clerk. A new Fictitious Business Name Statement must be filed prior to that date. The filing of this statement does not of itself authorize the use in this state of a Fictitious Business Name in violation of the rights of another under Federal, State, or common law (See section 14411 et seq. Business and Professions Code) Publish: Mountain Views News Dates Pub: Nov. 07, 14, 21, 28, 2015 — [566, 2026, 739, 2244]
notice-body: The following person(s) (ANA MIRIAM MENDOZA) has abandoned the use of the fictitious business name: MERCANTIL MEAT MARKET, 3727 FIRESTONE BLVD., SOUTH GATE, CA 90280. The fictitious business name referred to above was filed on 09/26/2011 in the county of Los Angeles. The original file number 2011099583. I declare that all information in this statement is true and correct. (A registrant who declares as true information which he or she knows to be false, is guilty of a crime.) SIGNED: ANA MIRIAM MENDOZA. Publish: Mountain Views News Dates Pub: Nov. 14, 21, 28, Dec. 05, 2015 — [566, 1368, 739, 1501]
notice-body: The following person(s) is (are) doing business as: SUPER SMOG N TUNE, 4727 SLAUSON AVE., MAYWOOD, CA 90270. Full name of registrant(s) is (are) ALBERTO SALDANA, 15151 LA FOLLETTE DR., VICTORVILLE, CA 92392; JOSE SALDANA, 15151 LA FOLLETTE DR., VICTORVILLE, CA 92392. This Business is conducted by: A MARRIED COUPLE. Signed: HILDA SALDANA. This statement was filed with the County Clerk of Los Angeles County on 11/12/2015. The registrant(s) has (have) commenced to transact business under the fictitious business name or names listed above on N/A. NOTICE- This Fictitious Name Statement expires five years from the date it was filed in the office of the County Clerk. A new Fictitious Business Name Statement must be filed prior to that date. The filing of this statement does not of itself authorize the use in this state of a Fictitious Business Name in violation of the rights of another under Federal, State, or common law (See section 14411 et seq. Business and Professions Code) Publish: Mountain Views News Dates Pub: Nov. 14, 21, 28, Dec. 05, 2015 — [381, 1860, 554, 2097]
notice-heading: FICTITIOUS BUSINESS NAME STATEMENT FILE NO. 2015-286747 — [381, 1070, 554, 1091]
footer-brand: Mountain Views News — [9, 2403, 182, 2422]
notice-heading: FICTITIOUS BUSINESS NAME STATEMENT FILE NO. 2015-287223 — [196, 858, 369, 878]
legal-notice — [381, 1322, 554, 1586]
notice-heading: FICTITIOUS BUSINESS NAME STATEMENT FILE NO. 2015-282991 — [1122, 338, 1295, 358]
notice-body: The following person(s) is (are) doing business as: JAC GENERAL MERCHANDISE, 12901 LONG BEACH BLVD., LYNWOOD, CA 90262. Full name of registrant(s) is (are) BRENDA NOEMI CANEZ, 3738 BRADLEY ST., L.A., CA 90063; ARMANDO CANEZ, 3738 BRADLEY ST., L.A., CA 90063. This Business is conducted by: A GENERAL PARTNERSHIP. Signed: ARMANDO CANEZ. This statement was filed with the County Clerk of Los Angeles County on 11/04/2015. The registrant(s) has (have) commenced to transact business under the fictitious business name or names listed above on N/A. NOTICE- This Fictitious Name Statement expires five years from the date it was filed in the office of the County Clerk. A new Fictitious Business Name Statement must be filed prior to that date. The filing of this statement does not of itself authorize the use in this state of a Fictitious Business Name in violation of the rights of another under Federal, State, or common law (See section 14411 et seq. Business and Professions Code) Publish: Mountain Views News Dates Pub: Nov. 07, 14, 21, 28, 2015 — [936, 1331, 1110, 1568]
notice-body: The following person(s) is (are) doing business as: BEST OPEN WEST, 10745 COLIMA RD. #1-909, ROWLAND HTS., CA 91748. Full name of registrant(s) is (are) OPEN GROUP LIMITED, 19745 COLIMA RD. #1-909, ROWLAND HTS., CA 91748. This Business is conducted by: A CORPORATION. Signed: JIAYUE QIAN. This statement was filed with the County Clerk of Los Angeles County on 11/10/2015. The registrant(s) has (have) commenced to transact business under the fictitious business name or names listed above on N/A. NOTICE- This Fictitious Name Statement expires five years from the date it was filed in the office of the County Clerk. A new Fictitious Business Name Statement must be filed prior to that date. The filing of this statement does not of itself authorize the use in this state of a Fictitious Business Name in violation of the rights of another under Federal, State, or common law (See section 14411 et seq. Business and Professions Code) Publish: Mountain Views News Dates Pub: Nov. 14, 21, 28, Dec. 05, 2015 — [11, 1581, 184, 1809]
notice-heading: FICTITIOUS BUSINESS NAME STATEMENT FILE NO. 2015-283619 — [936, 1822, 1110, 1842]
legal-notice — [11, 1313, 184, 1558]
notice-heading: FICTITIOUS BUSINESS NAME STATEMENT FILE NO. 2015-286204 — [381, 78, 554, 99]
notice-body: The following person(s) is (are) doing business as: LATINOS COMMERCIAL MAINTENANCE, 11818 DUNCAN AVE., LYNWOOD, CA 90262. Full name of registrant(s) is (are) ANA I. PENA, 11818 DUNCAN AVE., LYNWOOD, CA 90262; LUIS AGUERO JR., 11818 DUNCAN AVE., LYNWOOD, CA 90262. This Business is conducted by: A GENERAL PARTNERSHIP. Signed: ANA I. PENA. This statement was filed with the County Clerk of Los Angeles County on 11/09/2015. The registrant(s) has (have) commenced to transact business under the fictitious business name or names listed above on N/A. NOTICE- This Fictitious Name Statement expires five years from the date it was filed in the office of the County Clerk. A new Fictitious Business Name Statement must be filed prior to that date. The filing of this statement does not of itself authorize the use in this state of a Fictitious Business Name in violation of the rights of another under Federal, State, or common law (See section 14411 et seq. Business and Professions Code) Publish: Mountain Views News Dates Pub: Nov. 14, 21, 28, Dec. 05, 2015 — [196, 1127, 369, 1374]
legal-notice — [751, 581, 924, 835]
notice-heading: FICTITIOUS BUSINESS NAME STATEMENT FILE NO. 2015-285874 — [196, 1869, 369, 1889]
legal-notice — [937, 1313, 1110, 1567]
notice-heading: FICTITIOUS BUSINESS NAME STATEMENT FILE NO. 2015-281691 — [936, 829, 1110, 850]
legal-notice — [381, 2102, 554, 2356]
footer-email: Email: editor@mtnviewsnews.com — [922, 2403, 1211, 2422]
notice-body: The following person(s) is (are) doing business as: NUTRITION CENTER USA, 12100 VALLEY BLVD. #106, EL MONTE, CA 91732. Full name of registrant(s) is (are) SADOT CORONA, 1939 ALONDRA DR. CANADA, ROWLAND HTS., CA 91748. This Business is conducted by: AN INDIVIDUAL. Signed: SADOT CORONA. This statement was filed with the County Clerk of Los Angeles County on 11/09/2015. The registrant(s) has (have) commenced to transact business under the fictitious business name or names listed above on N/A. NOTICE- This Fictitious Name Statement expires five years from the date it was filed in the office of the County Clerk. A new Fictitious Business Name Statement must be filed prior to that date. The filing of this statement does not of itself authorize the use in this state of a Fictitious Business Name in violation of the rights of another under Federal, State, or common law (See section 14411 et seq. Business and Professions Code) Publish: Mountain Views News Dates Pub: Nov. 14, 21, 28, Dec. 05, 2015 — [381, 97, 554, 325]
notice-body: The following person(s) is (are) doing business as: EL METATE CAFE MEXICAN RESTAURANT, 12 N. MENTOR AVE., PASADENA, CA 91106. Full name of registrant(s) is (are) EVERARDO MURO ACOSTA, 920 MONTARNEY, ALTADENA, CA 91001. This Business is conducted by: AN INDIVIDUAL. Signed: EVERARDO MURO ACOSTA. This statement was filed with the County Clerk of Los Angeles County on 11/12/2015. The registrant(s) has (have) commenced to transact business under the fictitious business name or names listed above on N/A. NOTICE- This Fictitious Name Statement expires five years from the date it was filed in the office of the County Clerk. A new Fictitious Business Name Statement must be filed prior to that date. The filing of this statement does not of itself authorize the use in this state of a Fictitious Business Name in violation of the rights of another under Federal, State, or common law (See section 14411 et seq. Business and Professions Code) Publish: Mountain Views News Dates Pub: Nov. 14, 21, 28, Dec. 05, 2015 — [11, 2073, 184, 2309]
notice-body: The following person(s) is (are) doing business as: L.A. TRUCK PARTS, 8355 E. SAN JUAN ST. #226, PARAMOUNT, CA 90723. Full name of registrant(s) is (are) JOHN HARRIS, 15311 GREENMAPLE AVE. #226, PARAMOUNT, CA 90723. This Business is conducted by: AN INDIVIDUAL. Signed: JOHN HARRIS. This statement was filed with the County Clerk of Los Angeles County on 11/02/2015. The registrant(s) has (have) commenced to transact business under the fictitious business name or names listed above on N/A. NOTICE- This Fictitious Name Statement expires five years from the date it was filed in the office of the County Clerk. A new Fictitious Business Name Statement must be filed prior to that date. The filing of this statement does not of itself authorize the use in this state of a Fictitious Business Name in violation of the rights of another under Federal, State, or common law (See section 14411 et seq. Business and Professions Code) Publish: Mountain Views News Dates Pub: Nov. 07, 14, 21, 28, 2015 — [1122, 1359, 1295, 1577]
legal-notice — [1122, 1583, 1294, 1789]
legal-notice — [381, 581, 554, 816]
legal-notice — [567, 581, 739, 816]
notice-body: The following person(s) is (are) doing business as: DISCRETE SECRET, 100 S. VIRGIL ST. SPT 140, L.A., CA 90004. Full name of registrant(s) is (are) DANIEL LOPEZ, 100 S. VIRGIL ST. SPT 140, L.A., CA 90004. This Business is conducted by: AN INDIVIDUAL. Signed: DANIEL LOPEZ. This statement was filed with the County Clerk of Los Angeles County on 11/13/2015. The registrant(s) has (have) commenced to transact business under the fictitious business name or names listed above on N/A. NOTICE- This Fictitious Name Statement expires five years from the date it was filed in the office of the County Clerk. A new Fictitious Business Name Statement must be filed prior to that date. The filing of this statement does not of itself authorize the use in this state of a Fictitious Business Name in violation of the rights of another under Federal, State, or common law (See section 14411 et seq. Business and Professions Code) Publish: Mountain Views News Dates Pub: Nov. 14, 21, 28, Dec. 05, 2015 — [11, 1831, 184, 2050]
notice-body: The following person(s) is (are) doing business as: PHANTOM DELIVERY, 535 W. 4th ST. #70, LONG BEACH, CA 90802. Full name of registrant(s) is (are) KARIM TINDT, 535 W. 4th ST. #70, LONG BEACH, CA 90802. This Business is conducted by: AN INDIVIDUAL. Signed: KARIM TINDT. This statement was filed with the County Clerk of Los Angeles County on 11/10/2015. The registrant(s) has (have) commenced to transact business under the fictitious business name or names listed above on N/A. NOTICE- This Fictitious Name Statement expires five years from the date it was filed in the office of the County Clerk. A new Fictitious Business Name Statement must be filed prior to that date. The filing of this statement does not of itself authorize the use in this state of a Fictitious Business Name in violation of the rights of another under Federal, State, or common law (See section 14411 et seq. Business and Professions Code) Publish: Mountain Views News Dates Pub: Nov. 14, 21, 28, Dec. 05, 2015 — [381, 597, 554, 816]
legal-notice — [937, 1072, 1110, 1307]
legal-notice — [11, 1814, 184, 2050]
legal-notice — [197, 1110, 369, 1374]
footer-office-phone: Office: 626.355.2737 — [619, 2403, 766, 2421]
footer-fax: Fax: 626.609.3285 — [777, 2403, 909, 2421]
notice-heading: FICTITIOUS BUSINESS NAME STATEMENT FILE NO. 2015-286900 — [381, 1321, 554, 1342]
notice-column — [197, 79, 369, 2388]
legal-notice — [751, 1842, 924, 2115]
notice-body: The following person(s) is (are) doing business as: CINA URGENT CARE, 535 WILSHIRE BLVD. STE 535, BEVERLY HILLS, CA 90211. Full name of registrant(s) is (are) CINA SURGERY, 8549 WILSHIRE BLVD. STE 535, BEVERLY HILLS, CA 90211. This Business is conducted by: A CORPORATION. Signed: DR. MORAD TOURAJI. This statement was filed with the County Clerk of Los Angeles County on 10/30/2015. The registrant(s) has (have) commenced to transact business under the fictitious business name or names listed above on 10/01/2015. NOTICE- This Fictitious Name Statement expires five years from the date it was filed in the office of the County Clerk. A new Fictitious Business Name Statement must be filed prior to that date. The filing of this statement does not of itself authorize the use in this state of a Fictitious Business Name in violation of the rights of another under Federal, State, or common law (See section 14411 et seq. Business and Professions Code) Publish: Mountain Views News Dates Pub: Nov. 07, 14, 21, 28, 2015 — [751, 1359, 924, 1586]
legal-notice — [567, 79, 739, 315]
notice-body: The following person(s) is (are) doing business as: LA MORENITA MEAT MARKET, 12101 GARFIELD AVE., SOUTH GATE, CA 90280. Full name of registrant(s) is (are) ANA G. PALENCIA, 12101 GARFIELD AVE., SOUTH GATE, CA 90280; RAMON PALENCIA, 12101 GARFIELD AVE., SOUTH GATE, CA 90280. This Business is conducted by: A GENERAL PARTNERSHIP. Signed: ANA G. PALENCIA. This statement was filed with the County Clerk of Los Angeles County on 10/29/2015. The registrant(s) has (have) commenced to transact business under the fictitious business name or names listed above on N/A. NOTICE- This Fictitious Name Statement expires five years from the date it was filed in the office of the County Clerk. A new Fictitious Business Name Statement must be filed prior to that date. The filing of this statement does not of itself authorize the use in this state of a Fictitious Business Name in violation of the rights of another under Federal, State, or common law (See section 14411 et seq. Business and Professions Code) Publish: Mountain Views News Dates Pub: Nov. 07, 14, 21, 28, 2015 — [1122, 1090, 1295, 1336]
notice-heading: FICTITIOUS BUSINESS NAME STATEMENT FILE NO. 2015-285888 — [196, 1378, 369, 1398]
legal-notice — [567, 1507, 739, 1752]
legal-notice — [11, 1563, 184, 1808]
notice-heading: FICTITIOUS BUSINESS NAME STATEMENT FILE NO. 2015-284817 — [11, 329, 184, 349]
